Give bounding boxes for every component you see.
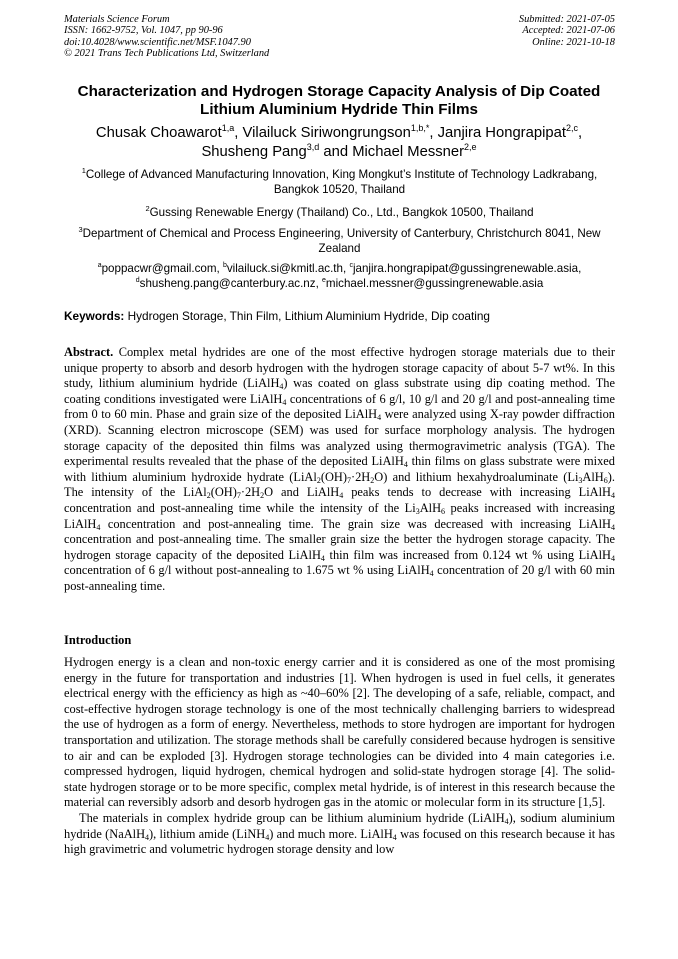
date-submitted: Submitted: 2021-07-05 [518, 14, 615, 25]
journal-name: Materials Science Forum [64, 14, 170, 25]
journal-copyright: © 2021 Trans Tech Publications Ltd, Switzerland [64, 48, 270, 60]
email-mark: d [135, 276, 140, 284]
email-link[interactable]: poppacwr@gmail.com [101, 262, 217, 275]
author-name: Janjira Hongrapipat [437, 125, 566, 141]
paper-title: Characterization and Hydrogen Storage Capacity Analysis of Dip Coated Lithium Aluminium Hydride Thin Films [77, 83, 601, 118]
introduction-paragraph: Hydrogen energy is a clean and non-toxic energy carrier and it is considered as one of the most promising energy in the future for transportation and industries [1]. When hydrogen is used in fuel cells, it generates electrical energy with the efficiency as high as ~40–60% [2]. The developing of a safe, reliable, compact, and cost-effective hydrogen storage technology is one of the most technically challenging barriers to widespread the use of hydrogen as a form of energy. Nevertheless, methods to store hydrogen are important for hydrogen transportation and utilization. The storage methods shall be carefully considered because hydrogen is sensitive to air and can be exploded [3]. Hydrogen storage technologies can be divided into 4 main categories i.e. compressed hydrogen, liquid hydrogen, chemical hydrogen and solid-state hydrogen storage [4]. The solid-state hydrogen storage or to be more specific, complex metal hydride, is of interest in this research because the material can reversibly adsorb and desorb hydrogen gas in the atomic or molecular form in its structure [1,5]. [64, 655, 615, 810]
affiliation-text: Department of Chemical and Process Engineering, University of Canterbury, Christchurch 8041, New Zealand [82, 227, 601, 255]
subscript: 7 [346, 475, 351, 485]
introduction-paragraph: The materials in complex hydride group can be lithium aluminium hydride (LiAlH$_4$), sodium aluminium hydride (NaAlH$_4$), lithium amide (LiNH$_4$) and much more. LiAlH$_4$ was focused on this research because it has high gravimetric and volumetric hydrogen storage density and low [64, 810, 615, 857]
subscript: 4 [145, 832, 150, 842]
email-link[interactable]: vilailuck.si@kmitl.ac.th [226, 262, 343, 275]
subscript: 2 [370, 475, 375, 485]
affiliation-mark: 1 [81, 166, 86, 175]
abstract [64, 345, 615, 595]
affiliation-2 [64, 205, 615, 220]
author-affiliation-mark: 1,a [221, 123, 235, 133]
author-name: Chusak Choawarot [95, 125, 222, 141]
subscript: 4 [392, 832, 397, 842]
subscript: 6 [603, 475, 608, 485]
date-accepted: Accepted: 2021-07-06 [522, 25, 615, 37]
subscript: 6 [441, 506, 446, 516]
introduction-body [64, 655, 615, 858]
author-affiliation-mark: 1,b,* [410, 123, 430, 133]
author-affiliation-mark: 2,e [464, 141, 477, 152]
email-link[interactable]: michael.messner@gussingrenewable.asia [325, 276, 544, 290]
affiliation-text: College of Advanced Manufacturing Innovation, King Mongkut’s Institute of Technology Ladkrabang, Bangkok 10520, Thailand [85, 168, 598, 196]
subscript: 4 [339, 491, 344, 501]
affiliation-text: Gussing Renewable Energy (Thailand) Co., Ltd., Bangkok 10500, Thailand [149, 206, 534, 219]
keywords-label: Keywords: [64, 309, 125, 323]
subscript: 3 [415, 506, 420, 516]
author-affiliation-mark: 3,d [306, 141, 320, 152]
subscript: 4 [429, 569, 434, 579]
subscript: 2 [206, 491, 211, 501]
subscript: 4 [282, 397, 287, 407]
publication-dates [519, 14, 615, 48]
keywords [64, 309, 615, 324]
journal-info [64, 14, 269, 60]
affiliation-mark: 2 [145, 204, 150, 213]
email-mark: b [222, 262, 227, 269]
email-line-1: $^a$poppacwr@gmail.com, $^b$vilailuck.si@kmitl.ac.th, $^c$janjira.hongrapipat@gussingrenewable.asia, [97, 262, 582, 275]
subscript: 4 [611, 553, 616, 563]
author-list: Chusak Choawarot$^{1,a}$, Vilailuck Siriwongrungson$^{1,b,*}$, Janjira Hongrapipat$^{2,c}$, Shusheng Pang$^{3,d}$ and Michael Messner$^{2,e}$ [95, 123, 583, 160]
journal-issn: ISSN: 1662-9752, Vol. 1047, pp 90-96 [64, 25, 223, 37]
subscript: 4 [504, 816, 509, 826]
affiliation-mark: 3 [78, 225, 83, 234]
author-name: Shusheng Pang [201, 143, 307, 160]
subscript: 4 [96, 522, 101, 532]
email-link[interactable]: shusheng.pang@canterbury.ac.nz [139, 276, 316, 290]
abstract-paragraph: Abstract. Complex metal hydrides are one of the most effective hydrogen storage materials due to their unique property to absorb and desorb hydrogen with the hydrogen storage capacity of about 5-7 wt%. In this study, lithium aluminium hydride (LiAlH$_4$) was coated on glass substrate using dip coating method. The coating conditions investigated were LiAlH$_4$ concentrations of 6 g/l, 10 g/l and 20 g/l and post-annealing time from 0 to 60 min. Phase and grain size of the deposited LiAlH$_4$ were analyzed using X-ray powder diffraction (XRD). Scanning electron microscope (SEM) was used for surface morphology analysis. The hydrogen storage capacity of the deposited thin films was analyzed using thermogravimetric analysis (TGA). The experimental results revealed that the phase of the deposited LiAlH$_4$ thin films on glass substrate were mixed with lithium aluminium hydroxide hydrate $(LiAl_2(OH)_7\cdot 2H_2O)$ and lithium hexahydroaluminate $(Li_3AlH_6)$. The intensity of the $LiAl_2(OH)_7\cdot 2H_2O$ and LiAlH$_4$ peaks tends to decrease with increasing LiAlH$_4$ concentration and post-annealing time while the intensity of the $Li_3AlH_6$ peaks increased with increasing LiAlH$_4$ concentration and post-annealing time. The grain size was decreased with increasing LiAlH$_4$ concentration and post-annealing time. The smaller grain size the better the hydrogen storage capacity. The hydrogen storage capacity of the deposited LiAlH$_4$ thin film was increased from 0.124 wt % using LiAlH$_4$ concentration of 6 g/l without post-annealing to 1.675 wt % using LiAlH$_4$ concentration of 20 g/l with 60 min post-annealing time. [64, 345, 616, 593]
subscript: 3 [578, 475, 583, 485]
email-line-2: $^d$shusheng.pang@canterbury.ac.nz, $^e$michael.messner@gussingrenewable.asia [135, 276, 544, 290]
email-mark: c [349, 262, 353, 269]
author-name: Vilailuck Siriwongrungson [242, 125, 411, 141]
email-mark: a [97, 262, 102, 269]
subscript: 7 [236, 491, 241, 501]
subscript: 4 [279, 382, 284, 392]
author-affiliation-mark: 2,c [565, 123, 578, 133]
subscript: 2 [260, 491, 265, 501]
subscript: 4 [377, 413, 382, 423]
email-link[interactable]: janjira.hongrapipat@gussingrenewable.asia [352, 262, 579, 275]
affiliation-3 [64, 226, 615, 256]
subscript: 2 [316, 475, 321, 485]
subscript: 4 [403, 460, 408, 470]
section-heading-introduction: Introduction [64, 633, 132, 647]
subscript: 4 [265, 832, 270, 842]
journal-doi: doi:10.4028/www.scientific.net/MSF.1047.90 [64, 36, 251, 48]
email-mark: e [322, 276, 326, 284]
email-list [64, 262, 615, 291]
subscript: 4 [611, 491, 615, 501]
journal-header [64, 14, 615, 64]
keywords-text: Hydrogen Storage, Thin Film, Lithium Aluminium Hydride, Dip coating [127, 309, 490, 323]
affiliation-1 [64, 167, 615, 197]
abstract-label: Abstract. [64, 345, 114, 359]
author-name: Michael Messner [352, 143, 465, 160]
subscript: 4 [611, 522, 615, 532]
date-online: Online: 2021-10-18 [532, 36, 615, 48]
subscript: 4 [320, 553, 325, 563]
